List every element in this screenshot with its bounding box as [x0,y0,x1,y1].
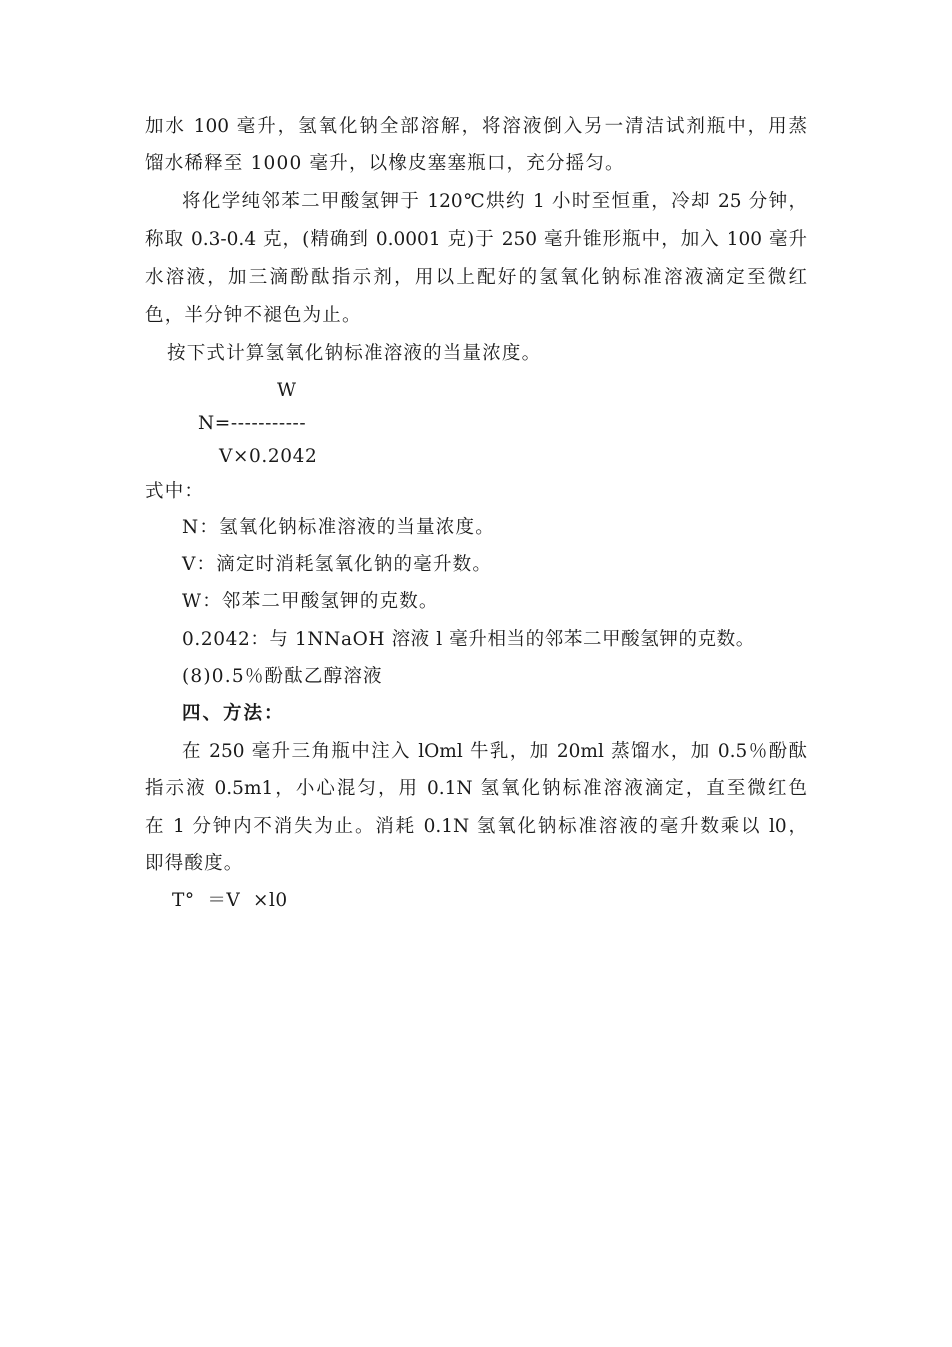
calculation-intro: 按下式计算氢氧化钠标准溶液的当量浓度。 [167,343,542,364]
result-formula: T° ＝V ×l0 [172,890,288,911]
paragraph-1-line-2: 馏水稀释至 1000 毫升，以橡皮塞塞瓶口，充分摇匀。 [145,153,625,174]
method-line-4: 即得酸度。 [145,853,244,874]
definition-w: W：邻苯二甲酸氢钾的克数。 [182,591,439,612]
formula-lhs: N=----------- [198,413,307,434]
formula-numerator: W [277,380,297,401]
definition-n: N：氢氧化钠标准溶液的当量浓度。 [182,517,495,538]
method-line-2: 指示液 0.5m1，小心混匀，用 0.1N 氢氧化钠标准溶液滴定，直至微红色 [145,778,807,799]
formula-denominator: V×0.2042 [219,446,318,467]
paragraph-2-line-2: 称取 0.3-0.4 克，(精确到 0.0001 克)于 250 毫升锥形瓶中，加入 100 毫升 [145,229,807,250]
paragraph-2-line-3: 水溶液，加三滴酚酞指示剂，用以上配好的氢氧化钠标准溶液滴定至微红 [145,267,807,288]
paragraph-2-line-1: 将化学纯邻苯二甲酸氢钾于 120℃烘约 1 小时至恒重，冷却 25 分钟， [182,191,807,212]
item-8: (8)0.5％酚酞乙醇溶液 [182,666,383,687]
paragraph-1-line-1: 加水 100 毫升，氢氧化钠全部溶解，将溶液倒入另一清洁试剂瓶中，用蒸 [145,116,807,137]
method-line-1: 在 250 毫升三角瓶中注入 lOml 牛乳，加 20ml 蒸馏水，加 0.5％酚酞 [182,741,807,762]
paragraph-2-line-4: 色，半分钟不褪色为止。 [145,305,362,326]
where-label: 式中： [145,481,205,502]
method-line-3: 在 1 分钟内不消失为止。消耗 0.1N 氢氧化钠标准溶液的毫升数乘以 l0， [145,816,807,837]
definition-v: V：滴定时消耗氢氧化钠的毫升数。 [182,554,493,575]
definition-constant: 0.2042：与 1NNaOH 溶液 l 毫升相当的邻苯二甲酸氢钾的克数。 [182,629,755,650]
section-heading: 四、方法： [182,703,285,724]
